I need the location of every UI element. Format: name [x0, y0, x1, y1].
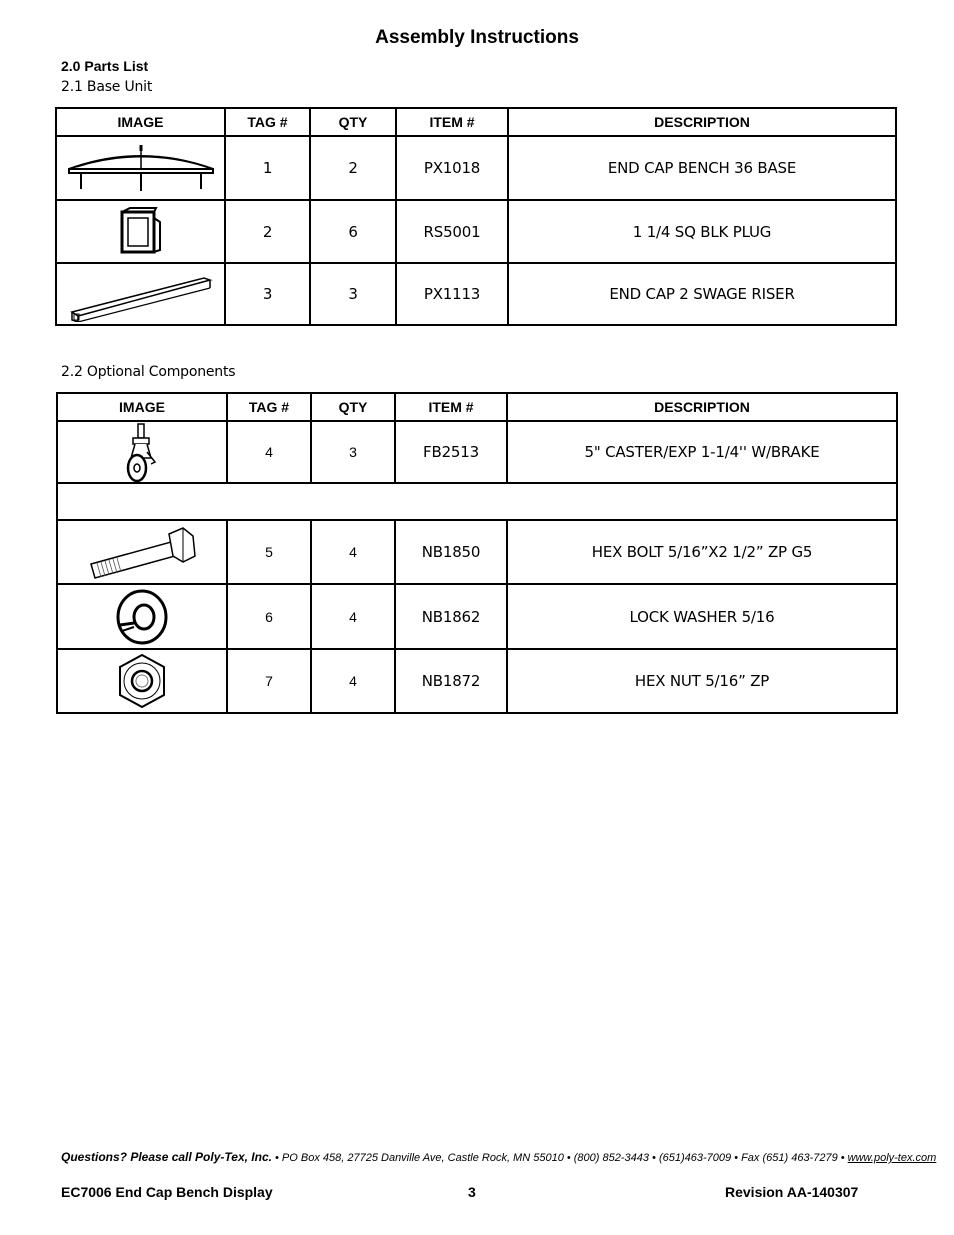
description-cell: HEX NUT 5/16” ZP — [507, 649, 897, 713]
description-cell: END CAP BENCH 36 BASE — [508, 136, 896, 200]
table-row — [57, 520, 897, 584]
qty-cell: 3 — [310, 263, 396, 325]
section-heading: 2.0 Parts List — [61, 58, 149, 74]
description-cell: LOCK WASHER 5/16 — [507, 584, 897, 649]
column-header-tag: TAG # — [227, 393, 311, 421]
swage-riser-icon — [66, 266, 216, 322]
table-row — [56, 200, 896, 263]
square-plug-icon — [116, 204, 166, 260]
qty-cell: 2 — [310, 136, 396, 200]
description-cell: HEX BOLT 5/16”X2 1/2” ZP G5 — [507, 520, 897, 584]
base-unit-table — [55, 107, 897, 326]
optional-components-table — [56, 392, 898, 714]
tag-cell: 6 — [227, 584, 311, 649]
part-image-cell — [56, 200, 225, 263]
address-text: • PO Box 458, 27725 Danville Ave, Castle Rock, MN 55010 • (800) 852-3443 • (651)463-7009 • Fax (651) 463-7279 • — [271, 1152, 848, 1164]
column-header-description: DESCRIPTION — [507, 393, 897, 421]
optional-components-heading: 2.2 Optional Components — [61, 364, 236, 380]
qty-cell: 4 — [311, 520, 395, 584]
part-image-cell — [57, 584, 227, 649]
description-cell: 1 1/4 SQ BLK PLUG — [508, 200, 896, 263]
contact-footer — [61, 1150, 936, 1164]
column-header-image: IMAGE — [57, 393, 227, 421]
base-unit-heading: 2.1 Base Unit — [61, 79, 153, 95]
item-cell: PX1018 — [396, 136, 508, 200]
tag-cell: 7 — [227, 649, 311, 713]
table-header-row — [57, 393, 897, 421]
document-name: EC7006 End Cap Bench Display — [61, 1184, 273, 1200]
item-cell: RS5001 — [396, 200, 508, 263]
page-title: Assembly Instructions — [375, 27, 579, 48]
tag-cell: 4 — [227, 421, 311, 483]
item-cell: NB1850 — [395, 520, 507, 584]
spacer-row — [57, 483, 897, 520]
column-header-qty: QTY — [311, 393, 395, 421]
column-header-description: DESCRIPTION — [508, 108, 896, 136]
qty-cell: 6 — [310, 200, 396, 263]
column-header-tag: TAG # — [225, 108, 310, 136]
hex-nut-icon — [112, 651, 172, 711]
hex-bolt-icon — [87, 522, 197, 582]
column-header-item: ITEM # — [395, 393, 507, 421]
empty-cell — [57, 483, 897, 520]
website-link[interactable]: www.poly-tex.com — [847, 1152, 937, 1164]
tag-cell: 1 — [225, 136, 310, 200]
bench-base-icon — [61, 139, 221, 197]
item-cell: NB1872 — [395, 649, 507, 713]
column-header-image: IMAGE — [56, 108, 225, 136]
qty-cell: 4 — [311, 584, 395, 649]
item-cell: NB1862 — [395, 584, 507, 649]
table-row — [56, 263, 896, 325]
table-header-row — [56, 108, 896, 136]
part-image-cell — [57, 520, 227, 584]
part-image-cell — [56, 263, 225, 325]
qty-cell: 3 — [311, 421, 395, 483]
qty-cell: 4 — [311, 649, 395, 713]
questions-text: Questions? Please call Poly-Tex, Inc. — [61, 1150, 272, 1164]
caster-icon — [117, 422, 167, 482]
table-row — [57, 649, 897, 713]
table-row — [57, 421, 897, 483]
description-cell: END CAP 2 SWAGE RISER — [508, 263, 896, 325]
part-image-cell — [57, 421, 227, 483]
page-number: 3 — [468, 1184, 476, 1200]
table-row — [56, 136, 896, 200]
column-header-item: ITEM # — [396, 108, 508, 136]
table-row — [57, 584, 897, 649]
item-cell: FB2513 — [395, 421, 507, 483]
tag-cell: 2 — [225, 200, 310, 263]
description-cell: 5" CASTER/EXP 1-1/4'' W/BRAKE — [507, 421, 897, 483]
tag-cell: 3 — [225, 263, 310, 325]
item-cell: PX1113 — [396, 263, 508, 325]
lock-washer-icon — [112, 587, 172, 647]
part-image-cell — [56, 136, 225, 200]
column-header-qty: QTY — [310, 108, 396, 136]
tag-cell: 5 — [227, 520, 311, 584]
revision-label: Revision AA-140307 — [725, 1184, 859, 1200]
part-image-cell — [57, 649, 227, 713]
